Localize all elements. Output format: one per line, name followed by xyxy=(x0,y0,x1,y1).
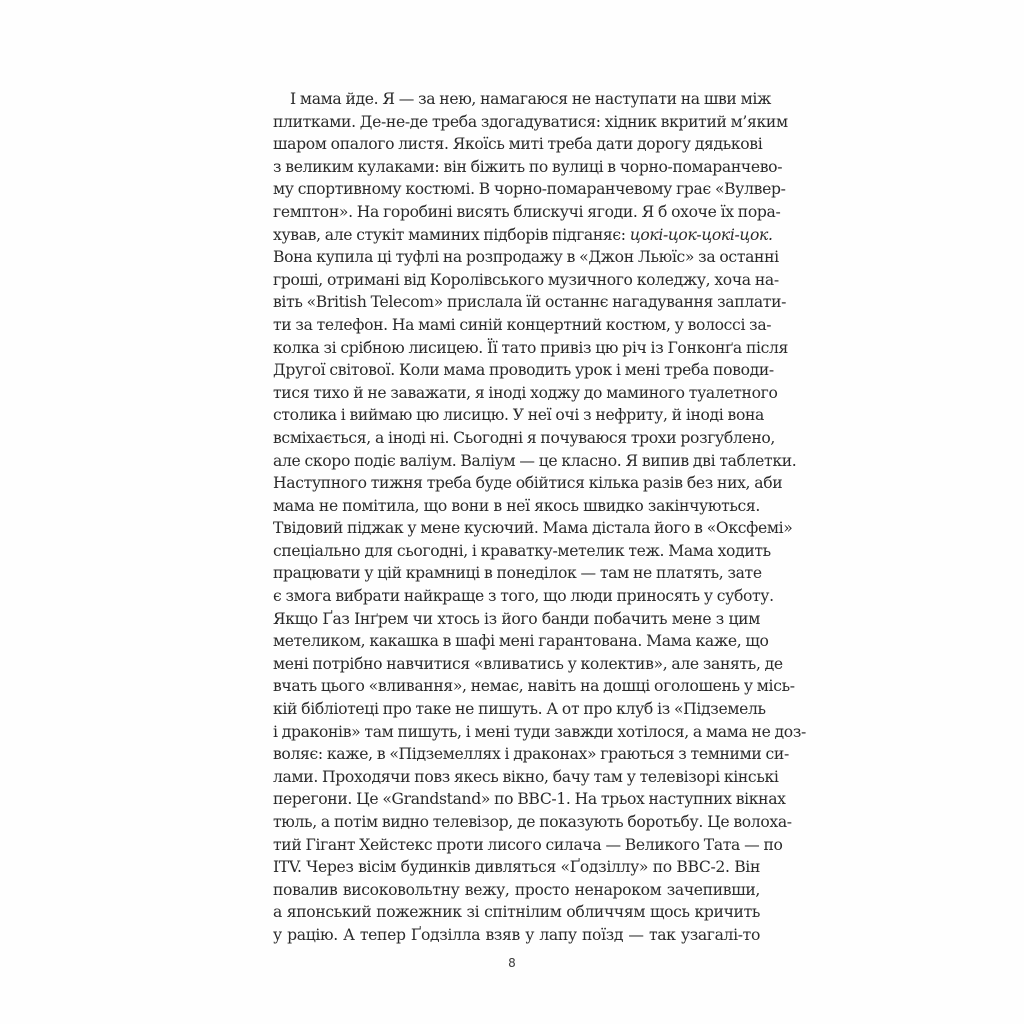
text-line: Наступного тижня треба буде обійтися кілька разів без них, аби xyxy=(273,474,783,493)
text-line: воляє: каже, в «Підземеллях і драконах» граються з темними си- xyxy=(273,745,789,764)
body-text xyxy=(273,88,806,947)
text-line: метеликом, какашка в шафі мені гарантована. Мама каже, що xyxy=(273,632,769,651)
text-line: Твідовий піджак у мене кусючий. Мама дістала його в «Оксфемі» xyxy=(273,519,793,538)
text-line: у рацію. А тепер Ґодзілла взяв у лапу поїзд — так узагалі-то xyxy=(273,925,760,944)
text-line: вчать цього «вливання», немає, навіть на дошці оголошень у місь- xyxy=(273,677,795,696)
text-line: мама не помітила, що вони в неї якось швидко закінчуються. xyxy=(273,496,760,515)
text-line: тися тихо й не заважати, я іноді ходжу до маминого туалетного xyxy=(273,383,778,402)
text-line: гемптон». На горобині висять блискучі ягоди. Я б охоче їх пора- xyxy=(273,202,781,221)
text-line: тюль, а потім видно телевізор, де показують боротьбу. Це волоха- xyxy=(273,813,792,831)
text-line: є змога вибрати найкраще з того, що люди приносять у суботу. xyxy=(273,587,774,606)
text-line: І мама йде. Я — за нею, намагаюся не наступати на шви між xyxy=(290,90,771,108)
italic-onomatopoeia: цокі-цок-цокі-цок. xyxy=(629,225,773,244)
text-line: всміхається, а іноді ні. Сьогодні я почуваюся трохи розгублено, xyxy=(273,428,776,447)
text-line: ти за телефон. На мамі синій концертний костюм, у волоссі за- xyxy=(273,315,772,334)
text-line: колка зі срібною лисицею. Її тато привіз цю річ із Гонконґа після xyxy=(273,338,789,357)
page-number: 8 xyxy=(508,956,516,970)
text-line: столика і виймаю цю лисицю. У неї очі з нефриту, й іноді вона xyxy=(273,406,765,425)
text-line: тий Гігант Хейстекс проти лисого силача — Великого Тата — по xyxy=(273,835,783,854)
text-line: Вона купила ці туфлі на розпродажу в «Джон Льюїс» за останні xyxy=(273,248,779,267)
text-line: кій бібліотеці про таке не пишуть. А от про клуб із «Підземель xyxy=(273,700,766,719)
text-line: з великим кулаками: він біжить по вулиці в чорно-помаранчево- xyxy=(273,157,783,176)
text-line: гроші, отримані від Королівського музичного коледжу, хоча на- xyxy=(273,270,779,289)
text-line: плитками. Де-не-де треба здогадуватися: хідник вкритий м’яким xyxy=(273,112,788,131)
text-fragment: хував, але стукіт маминих підборів підганяє: xyxy=(273,225,626,244)
text-line: Другої світової. Коли мама проводить урок і мені треба поводи- xyxy=(273,361,774,380)
text-line: а японський пожежник зі спітнілим обличчям щось кричить xyxy=(273,903,760,922)
text-line: спеціально для сьогодні, і краватку-метелик теж. Мама ходить xyxy=(273,541,771,560)
text-line: му спортивному костюмі. В чорно-помаранчевому грає «Вулвер- xyxy=(273,180,786,199)
text-line: і драконів» там пишуть, і мені туди завжди хотілося, а мама не доз- xyxy=(273,722,806,741)
text-line: шаром опалого листя. Якоїсь миті треба дати дорогу дядькові xyxy=(273,135,763,154)
text-line: повалив високовольтну вежу, просто ненароком зачепивши, xyxy=(273,880,760,899)
text-line: мені потрібно навчитися «вливатись у колектив», але занять, де xyxy=(273,654,783,673)
text-line-with-italic xyxy=(273,224,773,247)
text-line: лами. Проходячи повз якесь вікно, бачу там у телевізорі кінські xyxy=(273,767,779,786)
text-line: віть «British Telecom» прислала їй останнє нагадування заплати- xyxy=(273,293,787,312)
text-line: Якщо Ґаз Інґрем чи хтось із його банди побачить мене з цим xyxy=(273,609,760,628)
text-line: але скоро подіє валіум. Валіум — це класно. Я випив дві таблетки. xyxy=(273,451,797,470)
text-line: працювати у цій крамниці в понеділок — там не платять, зате xyxy=(273,564,762,583)
text-line: ITV. Через вісім будинків дивляться «Ґодзіллу» по BBC-2. Він xyxy=(273,858,760,877)
text-line: перегони. Це «Grandstand» по BBC-1. На трьох наступних вікнах xyxy=(273,790,786,809)
